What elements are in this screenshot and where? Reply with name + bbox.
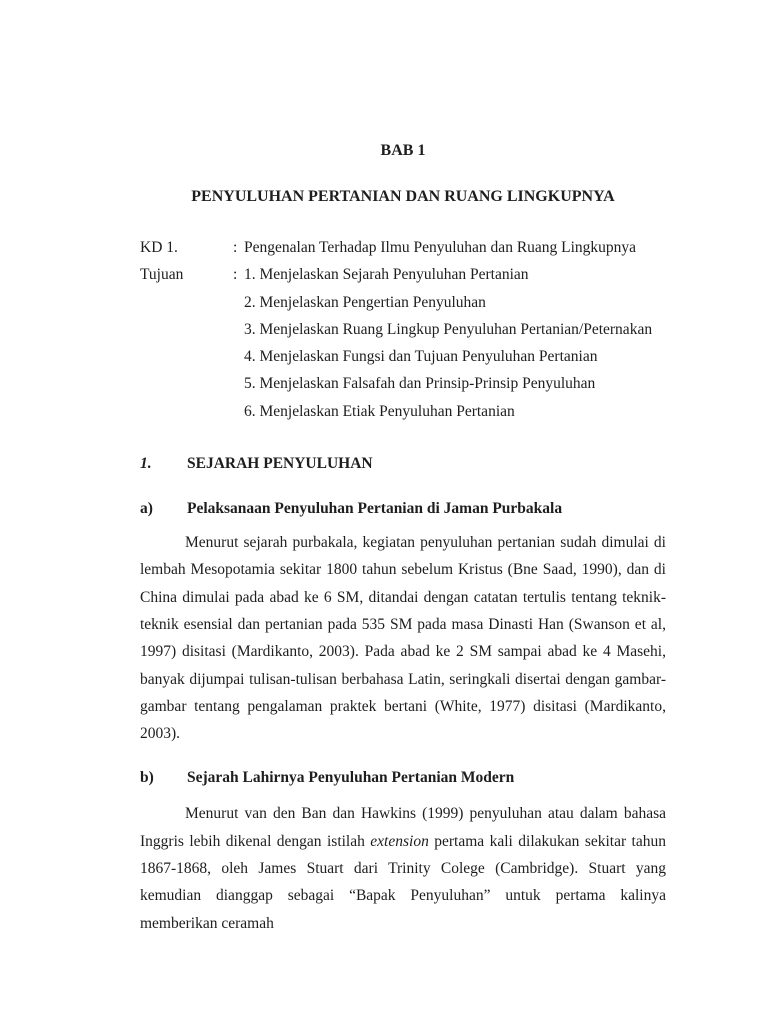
section-title: SEJARAH PENYULUHAN bbox=[187, 455, 373, 473]
kd-separator bbox=[233, 398, 244, 425]
paragraph-text: Menurut van den Ban dan Hawkins (1999) penyuluhan atau dalam bahasa Inggris lebih dikenal dengan istilah bbox=[140, 805, 666, 850]
paragraph-purbakala: Menurut sejarah purbakala, kegiatan penyuluhan pertanian sudah dimulai di lembah Mesopotamia sekitar 1800 tahun sebelum Kristus (Bne Saad, 1990), dan di China dimulai pada abad ke 6 SM, ditandai dengan catatan tertulis tentang teknik-teknik esensial dan pertanian pada 535 SM pada masa Dinasti Han (Swanson et al, 1997) disitasi (Mardikanto, 2003). Pada abad ke 2 SM sampai abad ke 4 Masehi, banyak dijumpai tulisan-tulisan berbahasa Latin, seringkali disertai dengan gambar-gambar tentang pengalaman praktek bertani (White, 1977) disitasi (Mardikanto, 2003). bbox=[140, 534, 666, 743]
chapter-heading: BAB 1 bbox=[380, 142, 426, 159]
kd-label bbox=[140, 289, 233, 316]
subsection-label: b) bbox=[140, 769, 154, 787]
kd-text: Pengenalan Terhadap Ilmu Penyuluhan dan Ruang Lingkupnya bbox=[244, 239, 637, 256]
document-title: PENYULUHAN PERTANIAN DAN RUANG LINGKUPNYA bbox=[191, 188, 615, 205]
objective-item: 2. Menjelaskan Pengertian Penyuluhan bbox=[244, 293, 486, 311]
kd-separator bbox=[233, 289, 244, 316]
kd-label bbox=[140, 398, 233, 425]
subsection-label: a) bbox=[140, 500, 153, 518]
section-heading-sejarah-penyuluhan bbox=[140, 450, 666, 477]
objective-item: 1. Menjelaskan Sejarah Penyuluhan Pertanian bbox=[244, 266, 529, 284]
subsection-title: Pelaksanaan Penyuluhan Pertanian di Jaman Purbakala bbox=[187, 500, 563, 518]
kd-separator bbox=[233, 316, 244, 343]
objective-item: 6. Menjelaskan Etiak Penyuluhan Pertanian bbox=[244, 402, 515, 420]
kd-label bbox=[140, 370, 233, 397]
italic-term-extension: extension bbox=[370, 832, 429, 850]
kd-label: KD 1. bbox=[140, 239, 178, 256]
section-number: 1. bbox=[140, 455, 152, 473]
paragraph-text: pertama kali dilakukan sekitar tahun 1867-1868, oleh James Stuart dari Trinity Colege (Cambridge). Stuart yang kemudian dianggap sebagai “Bapak Penyuluhan” untuk pertama kalinya memberikan ceramah bbox=[140, 832, 666, 932]
objective-item: 4. Menjelaskan Fungsi dan Tujuan Penyuluhan Pertanian bbox=[244, 348, 598, 366]
subsection-title: Sejarah Lahirnya Penyuluhan Pertanian Modern bbox=[187, 769, 515, 787]
document-body bbox=[140, 0, 666, 937]
kd-separator bbox=[233, 343, 244, 370]
objective-item: 5. Menjelaskan Falsafah dan Prinsip-Prinsip Penyuluhan bbox=[244, 375, 596, 393]
kd-separator: : bbox=[233, 239, 238, 256]
paragraph-modern bbox=[140, 800, 666, 936]
kd-separator: : bbox=[233, 266, 238, 284]
kd-label: Tujuan bbox=[140, 266, 184, 284]
subsection-heading-a bbox=[140, 495, 666, 522]
objective-item: 3. Menjelaskan Ruang Lingkup Penyuluhan Pertanian/Peternakan bbox=[244, 320, 653, 338]
kd-objectives-table bbox=[140, 234, 666, 425]
subsection-heading-b bbox=[140, 764, 666, 791]
kd-separator bbox=[233, 370, 244, 397]
kd-label bbox=[140, 316, 233, 343]
kd-label bbox=[140, 343, 233, 370]
